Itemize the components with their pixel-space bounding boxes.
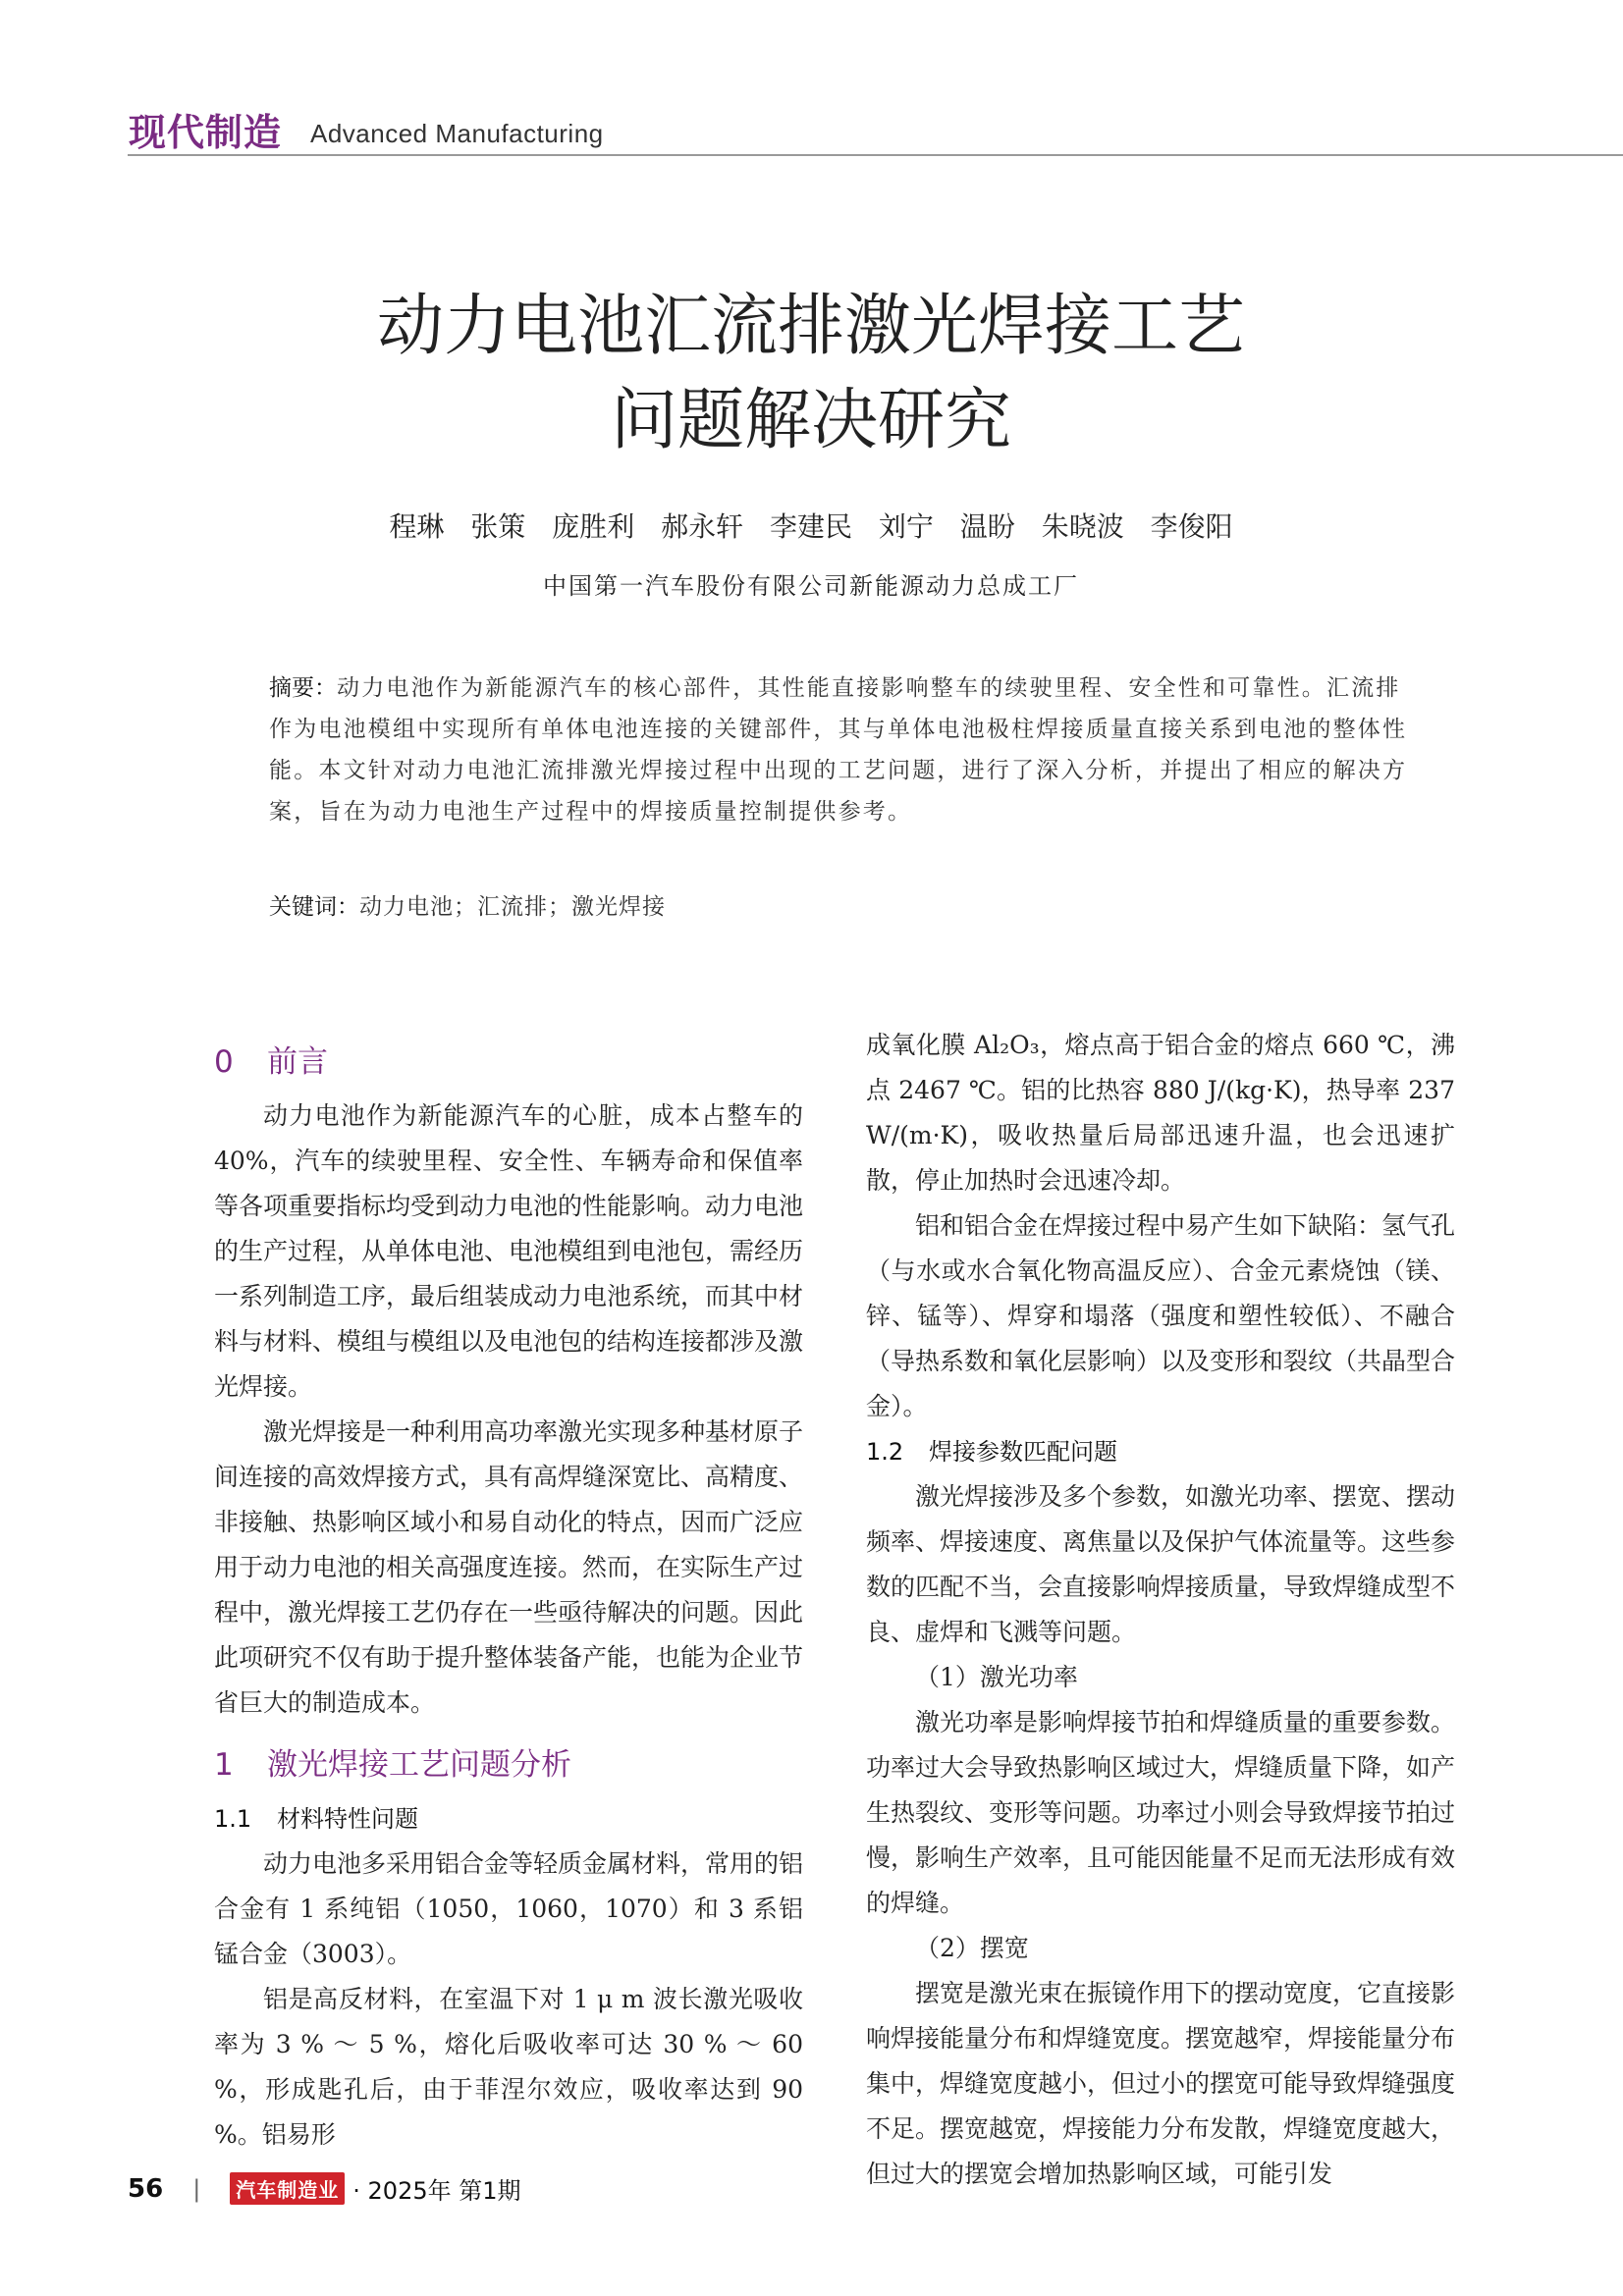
title-line-1: 动力电池汇流排激光焊接工艺 [376,288,1245,365]
section-title: 前言 [267,1044,328,1080]
section-number: 1 [214,1747,234,1783]
section-title: 激光焊接工艺问题分析 [267,1747,571,1783]
paragraph: 激光焊接是一种利用高功率激光实现多种基材原子间连接的高效焊接方式，具有高焊缝深宽比、高精度、非接触、热影响区域小和易自动化的特点，因而广泛应用于动力电池的相关高强度连接。然而，在实际生产过程中，激光焊接工艺仍存在一些亟待解决的问题。因此此项研究不仅有助于提升整体装备产能，也能为企业节省巨大的制造成本。 [214,1417,804,1717]
journal-section-subtitle: Advanced Manufacturing [310,119,604,148]
paragraph: 铝和铝合金在焊接过程中易产生如下缺陷：氢气孔（与水或水合氧化物高温反应）、合金元素烧蚀（镁、锌、锰等）、焊穿和塌落（强度和塑性较低）、不融合（导热系数和氧化层影响）以及变形和裂纹（共晶型合金）。 [866,1211,1456,1420]
left-column [214,1023,803,2158]
title-line-2: 问题解决研究 [610,382,1011,459]
subsection-title: 材料特性问题 [277,1805,418,1833]
page-footer [128,2171,521,2206]
subsection-heading-1-1 [214,1796,803,1842]
paragraph: 激光焊接涉及多个参数，如激光功率、摆宽、摆动频率、焊接速度、离焦量以及保护气体流量等。这些参数的匹配不当，会直接影响焊接质量，导致焊缝成型不良、虚焊和飞溅等问题。 [866,1482,1456,1646]
author-list: 程琳 张策 庞胜利 郝永轩 李建民 刘宁 温盼 朱晓波 李俊阳 [389,510,1233,543]
journal-section-title: 现代制造 [129,111,283,154]
item-heading-swing-width: （2）摆宽 [915,1934,1029,1962]
abstract [269,667,1408,832]
affiliation: 中国第一汽车股份有限公司新能源动力总成工厂 [543,572,1079,600]
paragraph: 铝是高反材料，在室温下对 1 μ m 波长激光吸收率为 3 % ～ 5 %，熔化后吸收率可达 30 % ～ 60 %，形成匙孔后，由于菲涅尔效应，吸收率达到 90 %。铝易形 [214,1985,803,2149]
keywords [269,888,1408,921]
page-number: 56 [128,2173,164,2204]
paragraph: 摆宽是激光束在振镜作用下的摆动宽度，它直接影响焊接能量分布和焊缝宽度。摆宽越窄，焊接能量分布集中，焊缝宽度越小，但过小的摆宽可能导致焊缝强度不足。摆宽越宽，焊接能力分布发散，焊缝宽度越大，但过大的摆宽会增加热影响区域，可能引发 [866,1979,1456,2188]
right-column [866,1023,1455,2197]
subsection-number: 1.2 [866,1438,904,1466]
section-heading-0 [214,1037,803,1088]
issue-info: · 2025年 第1期 [352,2177,521,2205]
paragraph: 激光功率是影响焊接节拍和焊缝质量的重要参数。功率过大会导致热影响区域过大，焊缝质量下降，如产生热裂纹、变形等问题。功率过小则会导致焊接节拍过慢，影响生产效率，且可能因能量不足而无法形成有效的焊缝。 [866,1708,1456,1917]
paragraph: 动力电池多采用铝合金等轻质金属材料，常用的铝合金有 1 系纯铝（1050，1060，1070）和 3 系铝锰合金（3003）。 [214,1849,804,1968]
journal-logo: 汽车制造业 [230,2172,345,2205]
section-heading-1 [214,1739,803,1790]
subsection-number: 1.1 [214,1805,252,1833]
keywords-label: 关键词： [269,894,359,920]
subsection-title: 焊接参数匹配问题 [929,1438,1117,1466]
article-title [222,280,1400,468]
header-divider [128,154,1623,156]
paragraph-continued: 成氧化膜 Al₂O₃，熔点高于铝合金的熔点 660 ℃，沸点 2467 ℃。铝的比热容 880 J/(kg·K)，热导率 237 W/(m·K)，吸收热量后局部迅速升温，也会迅速扩散，停止加热时会迅速冷却。 [866,1031,1455,1195]
abstract-label: 摘要： [269,675,337,701]
abstract-text: 动力电池作为新能源汽车的核心部件，其性能直接影响整车的续驶里程、安全性和可靠性。汇流排作为电池模组中实现所有单体电池连接的关键部件，其与单体电池极柱焊接质量直接关系到电池的整体性能。本文针对动力电池汇流排激光焊接过程中出现的工艺问题，进行了深入分析，并提出了相应的解决方案，旨在为动力电池生产过程中的焊接质量控制提供参考。 [269,675,1408,825]
subsection-heading-1-2 [866,1429,1455,1474]
footer-separator: | [192,2174,201,2203]
item-heading-laser-power: （1）激光功率 [915,1663,1078,1691]
paragraph: 动力电池作为新能源汽车的心脏，成本占整车的40%，汽车的续驶里程、安全性、车辆寿命和保值率等各项重要指标均受到动力电池的性能影响。动力电池的生产过程，从单体电池、电池模组到电池包，需经历一系列制造工序，最后组装成动力电池系统，而其中材料与材料、模组与模组以及电池包的结构连接都涉及激光焊接。 [214,1101,804,1401]
keywords-text: 动力电池；汇流排；激光焊接 [359,894,666,920]
section-number: 0 [214,1044,234,1080]
